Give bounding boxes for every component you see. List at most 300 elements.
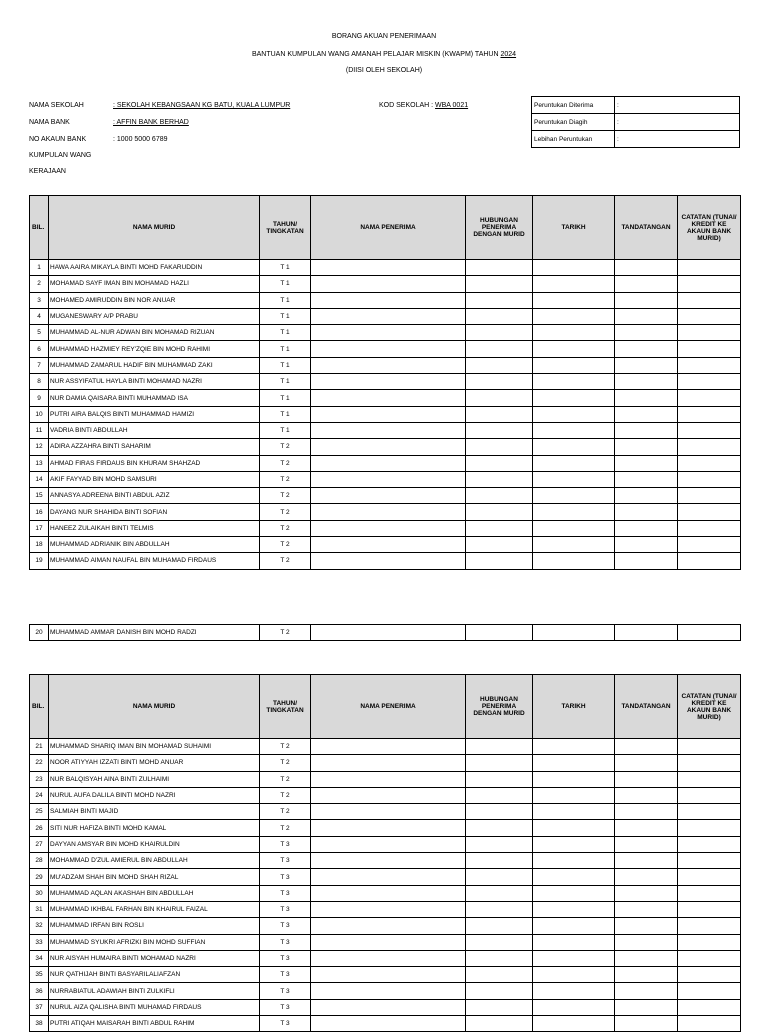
signature-cell[interactable]	[615, 771, 678, 787]
relationship-cell[interactable]	[466, 885, 533, 901]
school-name-value: : SEKOLAH KEBANGSAAN KG BATU, KUALA LUMPUR	[113, 102, 291, 109]
table-row	[30, 918, 741, 934]
signature-cell[interactable]	[615, 869, 678, 885]
signature-cell[interactable]	[615, 885, 678, 901]
recipient-name-cell[interactable]	[311, 918, 466, 934]
signature-cell[interactable]	[615, 504, 678, 520]
student-name: MUGANESWARY A/P PRABU	[49, 308, 260, 324]
relationship-cell[interactable]	[466, 983, 533, 999]
recipient-name-cell[interactable]	[311, 471, 466, 487]
student-year: T 2	[260, 787, 311, 803]
remarks-cell[interactable]	[678, 276, 741, 292]
signature-cell[interactable]	[615, 755, 678, 771]
student-year: T 2	[260, 804, 311, 820]
relationship-cell[interactable]	[466, 292, 533, 308]
relationship-cell[interactable]	[466, 625, 533, 641]
bank-name-label: NAMA BANK	[29, 119, 70, 126]
table-row	[30, 406, 741, 422]
col-tandatangan: TANDATANGAN	[615, 675, 678, 739]
student-name: MU'ADZAM SHAH BIN MOHD SHAH RIZAL	[49, 869, 260, 885]
table-row	[30, 357, 741, 373]
relationship-cell[interactable]	[466, 999, 533, 1015]
table-row	[30, 341, 741, 357]
remarks-cell[interactable]	[678, 308, 741, 324]
signature-cell[interactable]	[615, 787, 678, 803]
relationship-cell[interactable]	[466, 325, 533, 341]
signature-cell[interactable]	[615, 983, 678, 999]
relationship-cell[interactable]	[466, 787, 533, 803]
signature-cell[interactable]	[615, 918, 678, 934]
recipient-name-cell[interactable]	[311, 804, 466, 820]
student-year: T 1	[260, 341, 311, 357]
remarks-cell[interactable]	[678, 804, 741, 820]
signature-cell[interactable]	[615, 625, 678, 641]
relationship-cell[interactable]	[466, 853, 533, 869]
bank-name-value: : AFFIN BANK BERHAD	[113, 119, 189, 126]
allocation-value: :	[615, 97, 740, 114]
date-cell[interactable]	[533, 787, 615, 803]
signature-cell[interactable]	[615, 276, 678, 292]
date-cell[interactable]	[533, 357, 615, 373]
date-cell[interactable]	[533, 276, 615, 292]
relationship-cell[interactable]	[466, 422, 533, 438]
row-number: 31	[30, 901, 49, 917]
date-cell[interactable]	[533, 804, 615, 820]
row-number: 16	[30, 504, 49, 520]
date-cell[interactable]	[533, 934, 615, 950]
student-year: T 2	[260, 771, 311, 787]
student-year: T 3	[260, 836, 311, 852]
relationship-cell[interactable]	[466, 739, 533, 755]
recipient-name-cell[interactable]	[311, 853, 466, 869]
recipient-name-cell[interactable]	[311, 488, 466, 504]
recipient-name-cell[interactable]	[311, 967, 466, 983]
student-name: NUR DAMIA QAISARA BINTI MUHAMMAD ISA	[49, 390, 260, 406]
student-name: ADIRA AZZAHRA BINTI SAHARIM	[49, 439, 260, 455]
date-cell[interactable]	[533, 625, 615, 641]
student-name: SALMIAH BINTI MAJID	[49, 804, 260, 820]
row-number: 38	[30, 1016, 49, 1032]
col-hubungan: HUBUNGAN PENERIMA DENGAN MURID	[466, 675, 533, 739]
table-row	[30, 999, 741, 1015]
signature-cell[interactable]	[615, 967, 678, 983]
relationship-cell[interactable]	[466, 504, 533, 520]
remarks-cell[interactable]	[678, 820, 741, 836]
signature-cell[interactable]	[615, 537, 678, 553]
signature-cell[interactable]	[615, 471, 678, 487]
signature-cell[interactable]	[615, 422, 678, 438]
date-cell[interactable]	[533, 755, 615, 771]
remarks-cell[interactable]	[678, 357, 741, 373]
remarks-cell[interactable]	[678, 934, 741, 950]
student-year: T 2	[260, 739, 311, 755]
signature-cell[interactable]	[615, 804, 678, 820]
relationship-cell[interactable]	[466, 553, 533, 569]
signature-cell[interactable]	[615, 901, 678, 917]
row-number: 11	[30, 422, 49, 438]
signature-cell[interactable]	[615, 292, 678, 308]
recipient-name-cell[interactable]	[311, 292, 466, 308]
relationship-cell[interactable]	[466, 455, 533, 471]
date-cell[interactable]	[533, 820, 615, 836]
col-nama-penerima: NAMA PENERIMA	[311, 196, 466, 260]
student-name: MUHAMMAD IKHBAL FARHAN BIN KHAIRUL FAIZAL	[49, 901, 260, 917]
relationship-cell[interactable]	[466, 901, 533, 917]
student-year: T 1	[260, 292, 311, 308]
remarks-cell[interactable]	[678, 983, 741, 999]
student-year: T 1	[260, 374, 311, 390]
table-row	[30, 755, 741, 771]
remarks-cell[interactable]	[678, 325, 741, 341]
signature-cell[interactable]	[615, 439, 678, 455]
relationship-cell[interactable]	[466, 357, 533, 373]
allocation-value: :	[615, 114, 740, 131]
relationship-cell[interactable]	[466, 390, 533, 406]
recipient-name-cell[interactable]	[311, 625, 466, 641]
recipient-name-cell[interactable]	[311, 390, 466, 406]
signature-cell[interactable]	[615, 820, 678, 836]
relationship-cell[interactable]	[466, 755, 533, 771]
student-year: T 3	[260, 885, 311, 901]
student-name: AKIF FAYYAD BIN MOHD SAMSURI	[49, 471, 260, 487]
table-row	[30, 869, 741, 885]
date-cell[interactable]	[533, 739, 615, 755]
date-cell[interactable]	[533, 471, 615, 487]
relationship-cell[interactable]	[466, 836, 533, 852]
row-number: 17	[30, 520, 49, 536]
relationship-cell[interactable]	[466, 820, 533, 836]
remarks-cell[interactable]	[678, 439, 741, 455]
relationship-cell[interactable]	[466, 406, 533, 422]
row-number: 35	[30, 967, 49, 983]
date-cell[interactable]	[533, 374, 615, 390]
student-year: T 3	[260, 934, 311, 950]
relationship-cell[interactable]	[466, 276, 533, 292]
recipient-name-cell[interactable]	[311, 836, 466, 852]
table-row	[30, 488, 741, 504]
date-cell[interactable]	[533, 901, 615, 917]
date-cell[interactable]	[533, 553, 615, 569]
recipient-name-cell[interactable]	[311, 455, 466, 471]
remarks-cell[interactable]	[678, 869, 741, 885]
relationship-cell[interactable]	[466, 869, 533, 885]
row-number: 32	[30, 918, 49, 934]
recipient-name-cell[interactable]	[311, 901, 466, 917]
signature-cell[interactable]	[615, 390, 678, 406]
table-row	[30, 804, 741, 820]
date-cell[interactable]	[533, 853, 615, 869]
date-cell[interactable]	[533, 325, 615, 341]
signature-cell[interactable]	[615, 520, 678, 536]
remarks-cell[interactable]	[678, 390, 741, 406]
recipient-name-cell[interactable]	[311, 934, 466, 950]
relationship-cell[interactable]	[466, 934, 533, 950]
date-cell[interactable]	[533, 406, 615, 422]
student-name: MUHAMMAD SYUKRI AFRIZKI BIN MOHD SUFFIAN	[49, 934, 260, 950]
recipient-table-2	[29, 674, 741, 1032]
signature-cell[interactable]	[615, 836, 678, 852]
student-year: T 3	[260, 1016, 311, 1032]
remarks-cell[interactable]	[678, 950, 741, 966]
fund-label-1: KUMPULAN WANG	[29, 152, 92, 159]
signature-cell[interactable]	[615, 325, 678, 341]
signature-cell[interactable]	[615, 260, 678, 276]
signature-cell[interactable]	[615, 553, 678, 569]
allocation-box	[531, 96, 740, 148]
remarks-cell[interactable]	[678, 967, 741, 983]
school-code-value: WBA 0021	[435, 102, 469, 109]
signature-cell[interactable]	[615, 934, 678, 950]
student-year: T 2	[260, 820, 311, 836]
recipient-name-cell[interactable]	[311, 739, 466, 755]
remarks-cell[interactable]	[678, 471, 741, 487]
relationship-cell[interactable]	[466, 771, 533, 787]
table-row	[30, 292, 741, 308]
signature-cell[interactable]	[615, 950, 678, 966]
date-cell[interactable]	[533, 308, 615, 324]
relationship-cell[interactable]	[466, 439, 533, 455]
date-cell[interactable]	[533, 771, 615, 787]
table-body-2	[30, 739, 741, 1032]
student-name: MUHAMMAD AQLAN AKASHAH BIN ABDULLAH	[49, 885, 260, 901]
student-name: SITI NUR HAFIZA BINTI MOHD KAMAL	[49, 820, 260, 836]
recipient-name-cell[interactable]	[311, 439, 466, 455]
relationship-cell[interactable]	[466, 950, 533, 966]
relationship-cell[interactable]	[466, 918, 533, 934]
row-number: 36	[30, 983, 49, 999]
recipient-name-cell[interactable]	[311, 276, 466, 292]
recipient-name-cell[interactable]	[311, 520, 466, 536]
recipient-name-cell[interactable]	[311, 374, 466, 390]
table-row	[30, 504, 741, 520]
date-cell[interactable]	[533, 260, 615, 276]
signature-cell[interactable]	[615, 406, 678, 422]
table-row	[30, 553, 741, 569]
table-body-single	[30, 625, 741, 641]
col-tarikh: TARIKH	[533, 196, 615, 260]
date-cell[interactable]	[533, 967, 615, 983]
student-year: T 1	[260, 276, 311, 292]
signature-cell[interactable]	[615, 374, 678, 390]
row-number: 33	[30, 934, 49, 950]
remarks-cell[interactable]	[678, 292, 741, 308]
relationship-cell[interactable]	[466, 967, 533, 983]
table-row	[30, 439, 741, 455]
date-cell[interactable]	[533, 950, 615, 966]
relationship-cell[interactable]	[466, 374, 533, 390]
date-cell[interactable]	[533, 999, 615, 1015]
remarks-cell[interactable]	[678, 901, 741, 917]
remarks-cell[interactable]	[678, 341, 741, 357]
remarks-cell[interactable]	[678, 836, 741, 852]
date-cell[interactable]	[533, 390, 615, 406]
remarks-cell[interactable]	[678, 422, 741, 438]
remarks-cell[interactable]	[678, 520, 741, 536]
row-number: 18	[30, 537, 49, 553]
signature-cell[interactable]	[615, 853, 678, 869]
table-row	[30, 820, 741, 836]
student-year: T 3	[260, 853, 311, 869]
allocation-row	[532, 97, 740, 114]
remarks-cell[interactable]	[678, 853, 741, 869]
relationship-cell[interactable]	[466, 341, 533, 357]
row-number: 2	[30, 276, 49, 292]
remarks-cell[interactable]	[678, 625, 741, 641]
remarks-cell[interactable]	[678, 374, 741, 390]
row-number: 4	[30, 308, 49, 324]
date-cell[interactable]	[533, 422, 615, 438]
table-row	[30, 950, 741, 966]
date-cell[interactable]	[533, 983, 615, 999]
date-cell[interactable]	[533, 292, 615, 308]
student-year: T 3	[260, 869, 311, 885]
date-cell[interactable]	[533, 455, 615, 471]
col-nama-murid: NAMA MURID	[49, 196, 260, 260]
row-number: 10	[30, 406, 49, 422]
student-name: MUHAMMAD AL-NUR ADWAN BIN MOHAMAD RIZUAN	[49, 325, 260, 341]
allocation-row	[532, 131, 740, 148]
date-cell[interactable]	[533, 341, 615, 357]
recipient-name-cell[interactable]	[311, 341, 466, 357]
form-title: BORANG AKUAN PENERIMAAN	[331, 33, 437, 40]
student-name: MUHAMMAD HAZMIEY REY'ZQIE BIN MOHD RAHIMI	[49, 341, 260, 357]
recipient-name-cell[interactable]	[311, 553, 466, 569]
remarks-cell[interactable]	[678, 504, 741, 520]
table-row	[30, 308, 741, 324]
row-number: 6	[30, 341, 49, 357]
relationship-cell[interactable]	[466, 471, 533, 487]
allocation-label: Peruntukan Diagih	[532, 114, 615, 131]
recipient-name-cell[interactable]	[311, 869, 466, 885]
recipient-name-cell[interactable]	[311, 422, 466, 438]
table-row	[30, 901, 741, 917]
student-year: T 3	[260, 967, 311, 983]
signature-cell[interactable]	[615, 357, 678, 373]
student-year: T 3	[260, 901, 311, 917]
remarks-cell[interactable]	[678, 260, 741, 276]
recipient-name-cell[interactable]	[311, 885, 466, 901]
recipient-table-1	[29, 195, 741, 570]
relationship-cell[interactable]	[466, 488, 533, 504]
school-code-label: KOD SEKOLAH :	[379, 102, 434, 109]
table-row	[30, 520, 741, 536]
row-number: 5	[30, 325, 49, 341]
signature-cell[interactable]	[615, 341, 678, 357]
remarks-cell[interactable]	[678, 406, 741, 422]
relationship-cell[interactable]	[466, 537, 533, 553]
signature-cell[interactable]	[615, 308, 678, 324]
date-cell[interactable]	[533, 504, 615, 520]
remarks-cell[interactable]	[678, 537, 741, 553]
table-row	[30, 625, 741, 641]
remarks-cell[interactable]	[678, 885, 741, 901]
date-cell[interactable]	[533, 488, 615, 504]
remarks-cell[interactable]	[678, 771, 741, 787]
signature-cell[interactable]	[615, 455, 678, 471]
row-number: 24	[30, 787, 49, 803]
recipient-name-cell[interactable]	[311, 260, 466, 276]
student-year: T 3	[260, 918, 311, 934]
remarks-cell[interactable]	[678, 787, 741, 803]
table-row	[30, 390, 741, 406]
table-row	[30, 983, 741, 999]
recipient-name-cell[interactable]	[311, 357, 466, 373]
recipient-name-cell[interactable]	[311, 820, 466, 836]
date-cell[interactable]	[533, 836, 615, 852]
relationship-cell[interactable]	[466, 804, 533, 820]
row-number: 28	[30, 853, 49, 869]
relationship-cell[interactable]	[466, 260, 533, 276]
remarks-cell[interactable]	[678, 553, 741, 569]
table-row	[30, 934, 741, 950]
col-tahun: TAHUN/ TINGKATAN	[260, 675, 311, 739]
student-name: MUHAMMAD AIMAN NAUFAL BIN MUHAMAD FIRDAUS	[49, 553, 260, 569]
remarks-cell[interactable]	[678, 455, 741, 471]
student-year: T 2	[260, 471, 311, 487]
student-name: MUHAMMAD ADRIANIK BIN ABDULLAH	[49, 537, 260, 553]
row-number: 27	[30, 836, 49, 852]
signature-cell[interactable]	[615, 739, 678, 755]
table-row	[30, 325, 741, 341]
school-name-label: NAMA SEKOLAH	[29, 102, 84, 109]
recipient-name-cell[interactable]	[311, 950, 466, 966]
remarks-cell[interactable]	[678, 999, 741, 1015]
table-row	[30, 260, 741, 276]
remarks-cell[interactable]	[678, 488, 741, 504]
date-cell[interactable]	[533, 918, 615, 934]
date-cell[interactable]	[533, 537, 615, 553]
student-name: MUHAMMAD SHARIQ IMAN BIN MOHAMAD SUHAIMI	[49, 739, 260, 755]
student-name: NURRABIATUL ADAWIAH BINTI ZULKIFLI	[49, 983, 260, 999]
recipient-name-cell[interactable]	[311, 308, 466, 324]
relationship-cell[interactable]	[466, 308, 533, 324]
recipient-name-cell[interactable]	[311, 999, 466, 1015]
recipient-name-cell[interactable]	[311, 983, 466, 999]
remarks-cell[interactable]	[678, 918, 741, 934]
recipient-name-cell[interactable]	[311, 504, 466, 520]
recipient-name-cell[interactable]	[311, 755, 466, 771]
col-bil: BIL.	[30, 196, 49, 260]
date-cell[interactable]	[533, 885, 615, 901]
table-header-row	[30, 675, 741, 739]
date-cell[interactable]	[533, 439, 615, 455]
recipient-name-cell[interactable]	[311, 537, 466, 553]
table-row	[30, 276, 741, 292]
recipient-name-cell[interactable]	[311, 771, 466, 787]
signature-cell[interactable]	[615, 488, 678, 504]
signature-cell[interactable]	[615, 999, 678, 1015]
recipient-name-cell[interactable]	[311, 325, 466, 341]
date-cell[interactable]	[533, 520, 615, 536]
recipient-name-cell[interactable]	[311, 406, 466, 422]
recipient-name-cell[interactable]	[311, 787, 466, 803]
student-name: DAYYAN AMSYAR BIN MOHD KHAIRULDIN	[49, 836, 260, 852]
relationship-cell[interactable]	[466, 520, 533, 536]
student-name: MUHAMMAD IRFAN BIN ROSLI	[49, 918, 260, 934]
student-name: MOHAMMAD D'ZUL AMIERUL BIN ABDULLAH	[49, 853, 260, 869]
remarks-cell[interactable]	[678, 755, 741, 771]
student-name: MUHAMMAD ZAMARUL HADIF BIN MUHAMMAD ZAKI	[49, 357, 260, 373]
fund-label-2: KERAJAAN	[29, 168, 66, 175]
student-year: T 3	[260, 999, 311, 1015]
row-number: 21	[30, 739, 49, 755]
allocation-label: Lebihan Peruntukan	[532, 131, 615, 148]
date-cell[interactable]	[533, 869, 615, 885]
subtitle-year: 2024	[500, 51, 517, 58]
remarks-cell[interactable]	[678, 739, 741, 755]
col-catatan: CATATAN (TUNAI/ KREDIT KE AKAUN BANK MURID)	[678, 196, 741, 260]
student-name: ANNASYA ADREENA BINTI ABDUL AZIZ	[49, 488, 260, 504]
